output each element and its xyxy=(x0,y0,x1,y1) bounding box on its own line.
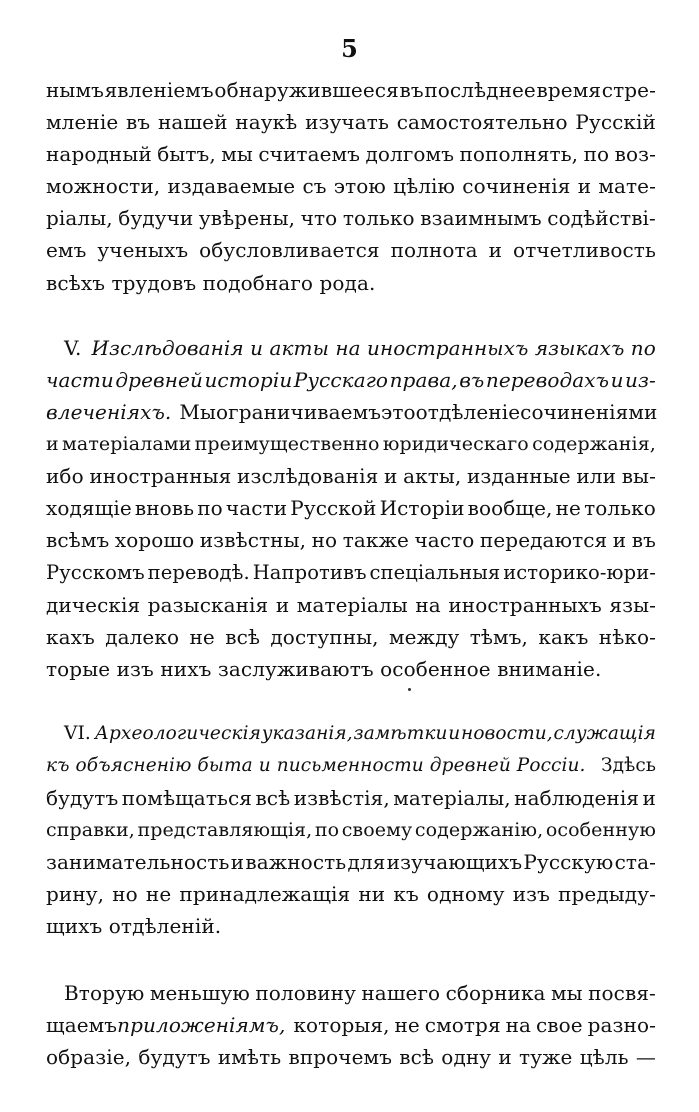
word: мате- xyxy=(598,174,656,198)
word: части xyxy=(225,496,288,520)
text-line xyxy=(46,432,656,456)
word: всѣ xyxy=(225,625,261,649)
word: и xyxy=(250,336,264,360)
word: по xyxy=(630,336,656,360)
text-line xyxy=(46,818,656,842)
text-line xyxy=(46,561,656,585)
word: емъ xyxy=(46,238,87,262)
word: из- xyxy=(625,368,656,392)
word: Русской xyxy=(290,496,377,520)
word: Вторую xyxy=(64,981,145,1005)
word: пополнять, xyxy=(459,142,579,166)
word: всѣмъ xyxy=(46,528,110,552)
word: переводѣ. xyxy=(147,561,250,584)
word: не xyxy=(555,496,581,520)
word: на xyxy=(505,1013,532,1037)
word: всѣ xyxy=(399,1045,435,1069)
text-line xyxy=(64,981,656,1005)
word: стре- xyxy=(601,78,656,102)
word: и xyxy=(488,238,503,262)
word: сочиненія xyxy=(462,174,571,198)
word: представляющія, xyxy=(137,819,313,841)
word: будутъ xyxy=(46,786,119,810)
word: передаются xyxy=(479,528,608,552)
word: изслѣдованія xyxy=(237,464,379,488)
text-span xyxy=(293,1013,656,1037)
word: издаваемые xyxy=(167,174,296,198)
word: для xyxy=(347,850,386,874)
word: разысканія xyxy=(147,593,269,617)
word: этою xyxy=(333,174,386,198)
word: имѣть xyxy=(217,1045,282,1069)
word: долгомъ xyxy=(365,142,455,166)
word: Русскаго xyxy=(293,368,389,392)
word: въ xyxy=(631,528,656,552)
word: Археологическія xyxy=(94,723,261,744)
word: цѣль xyxy=(579,1045,629,1069)
word: и xyxy=(642,786,656,810)
word: туже xyxy=(519,1045,573,1069)
word: ограничиваемъ xyxy=(215,400,382,424)
text-line xyxy=(46,206,656,230)
text-line xyxy=(46,850,656,874)
word: всѣ xyxy=(255,786,291,810)
word: также xyxy=(342,528,409,552)
word: свое xyxy=(535,1013,583,1037)
word: въ xyxy=(126,110,151,134)
word: разно- xyxy=(587,1013,656,1037)
word: исторіи xyxy=(204,368,293,392)
word: самостоятельно xyxy=(396,110,568,134)
word: цѣлію xyxy=(393,174,456,198)
text-line xyxy=(46,1013,656,1037)
word: вы- xyxy=(621,464,656,488)
word: и xyxy=(230,850,245,874)
word: и xyxy=(498,1045,512,1069)
word: язы- xyxy=(609,593,656,617)
word: обусловливается xyxy=(199,238,380,262)
word: мы xyxy=(551,981,583,1005)
word: предыду- xyxy=(558,882,656,906)
word: по xyxy=(314,819,340,841)
text-line xyxy=(46,174,656,198)
word: взаимнымъ xyxy=(420,206,542,230)
section-title-text xyxy=(92,336,656,360)
word: мы xyxy=(221,142,253,166)
word: не xyxy=(189,625,215,649)
word: смотря xyxy=(424,1013,501,1037)
word: и xyxy=(275,593,290,617)
word: народный xyxy=(46,142,152,166)
section-title-text xyxy=(95,722,656,746)
word: занимательность xyxy=(46,850,230,874)
word: замѣтки xyxy=(353,723,448,744)
word: что xyxy=(300,206,338,230)
section-title-line xyxy=(46,368,656,392)
word: изучать xyxy=(305,110,389,134)
word: наукѣ xyxy=(235,110,298,134)
word: доступны, xyxy=(270,625,379,649)
word: особенную xyxy=(545,819,656,841)
word: и xyxy=(46,433,59,455)
word: Исторіи xyxy=(379,496,465,520)
word: не xyxy=(394,1013,420,1037)
text-span: щаемъ xyxy=(46,1013,118,1037)
text-line: торые изъ нихъ заслуживаютъ особенное вниманіе. xyxy=(46,657,602,681)
word: половину xyxy=(255,981,356,1005)
word: воз- xyxy=(614,142,656,166)
word: бытъ, xyxy=(157,142,216,166)
word: изданные xyxy=(467,464,571,488)
word: будучи xyxy=(118,206,194,230)
word: матеріалы, xyxy=(393,786,511,810)
text-line xyxy=(46,786,656,810)
word: содѣйстві- xyxy=(547,206,656,230)
section-title-end: къ объясненію быта и письменности древней Россіи. xyxy=(46,755,586,776)
word: древней xyxy=(115,368,203,392)
word: полнота xyxy=(390,238,478,262)
text-line xyxy=(46,238,656,262)
word: — xyxy=(635,1045,656,1069)
word: помѣщаться xyxy=(121,786,252,810)
word: Русскомъ xyxy=(46,561,145,584)
word: ходящіе xyxy=(46,496,132,520)
word: языкахъ xyxy=(534,336,625,360)
section-title-end: влеченіяхъ. xyxy=(46,400,172,424)
text-line xyxy=(46,754,656,778)
section-vi-heading-line xyxy=(64,722,656,746)
word: указанія, xyxy=(261,723,353,744)
word: часто xyxy=(414,528,475,552)
text-line xyxy=(46,882,656,906)
word: вновь xyxy=(134,496,195,520)
word: посвя- xyxy=(588,981,656,1005)
text-line xyxy=(46,528,656,552)
word: своему xyxy=(341,819,413,841)
word: спеціальныя xyxy=(369,561,501,584)
word: Русскую xyxy=(523,850,614,874)
word: изъ xyxy=(512,882,550,906)
word: рину, xyxy=(46,882,105,906)
word: части xyxy=(46,368,114,392)
word: но xyxy=(112,882,138,906)
word: и xyxy=(610,368,624,392)
word: ста- xyxy=(614,850,656,874)
word: отчетливость xyxy=(513,238,656,262)
word: нымъ xyxy=(46,78,104,102)
word: между xyxy=(388,625,460,649)
word: какъ xyxy=(538,625,589,649)
word: не xyxy=(145,882,172,906)
word: ученыхъ xyxy=(97,238,189,262)
word: тѣмъ, xyxy=(469,625,528,649)
section-numeral: VI. xyxy=(64,723,91,744)
word: дическія xyxy=(46,593,141,617)
word: Напротивъ xyxy=(252,561,367,584)
word: ибо xyxy=(46,464,84,488)
word: иностранныя xyxy=(89,464,232,488)
word: Русскій xyxy=(575,110,656,134)
word: далеко xyxy=(105,625,180,649)
word: въ xyxy=(459,368,485,392)
word: по xyxy=(583,142,610,166)
text-line xyxy=(46,593,656,617)
word: юридическаго xyxy=(382,433,529,455)
word: акты, xyxy=(403,464,462,488)
word: одну xyxy=(441,1045,492,1069)
text-line: щихъ отдѣленій. xyxy=(46,914,222,938)
word: одному xyxy=(426,882,505,906)
ink-speck xyxy=(408,688,411,691)
text-line: всѣхъ трудовъ подобнаго рода. xyxy=(46,271,376,295)
text-line xyxy=(46,464,656,488)
word: изучающихъ xyxy=(386,850,523,874)
word: увѣрены, xyxy=(198,206,296,230)
word: переводахъ xyxy=(485,368,610,392)
word: на xyxy=(415,593,441,617)
word: новости, xyxy=(461,723,553,744)
italic-term: приложеніямъ, xyxy=(117,1013,286,1037)
word: послѣднее xyxy=(424,78,536,102)
word: образіе, xyxy=(46,1045,132,1069)
text-span: Здѣсь xyxy=(600,755,656,776)
word: ни xyxy=(358,882,386,906)
word: и xyxy=(383,464,398,488)
word: иностранныхъ xyxy=(367,336,529,360)
word: Изслѣдованія xyxy=(91,336,244,360)
word: справки, xyxy=(46,819,135,841)
word: по xyxy=(197,496,223,520)
text-line xyxy=(46,496,656,520)
word: въ xyxy=(399,78,424,102)
word: принадлежащія xyxy=(179,882,351,906)
word: историко-юри- xyxy=(503,561,656,584)
word: на xyxy=(335,336,361,360)
word: кахъ xyxy=(46,625,95,649)
text-line xyxy=(46,1045,656,1069)
word: матеріалами xyxy=(62,433,192,455)
word: наблюденія xyxy=(514,786,640,810)
word: ріалы, xyxy=(46,206,113,230)
word: иностранныхъ xyxy=(448,593,602,617)
word: можности, xyxy=(46,174,161,198)
section-v-heading-line xyxy=(64,336,656,360)
page-number: 5 xyxy=(341,34,358,63)
word: меньшую xyxy=(149,981,250,1005)
word: которыя, xyxy=(293,1013,390,1037)
word: или xyxy=(576,464,617,488)
word: служащія xyxy=(553,723,656,744)
word: отдѣленіе xyxy=(415,400,521,424)
word: сборника xyxy=(445,981,546,1005)
word: и xyxy=(577,174,592,198)
section-numeral: V. xyxy=(64,336,82,360)
word: будутъ xyxy=(138,1045,211,1069)
word: нѣко- xyxy=(598,625,656,649)
word: нашего xyxy=(361,981,441,1005)
word: но xyxy=(311,528,338,552)
word: время xyxy=(536,78,602,102)
word: содержанію, xyxy=(414,819,544,841)
word: и xyxy=(612,528,627,552)
word: мленіе xyxy=(46,110,119,134)
word: Мы xyxy=(179,400,216,424)
word: обнаружившееся xyxy=(214,78,399,102)
word: это xyxy=(381,400,416,424)
word: важность xyxy=(245,850,347,874)
word: впрочемъ xyxy=(288,1045,393,1069)
text-line xyxy=(46,625,656,649)
word: права, xyxy=(389,368,458,392)
word: преимущественно xyxy=(194,433,380,455)
word: вообще, xyxy=(467,496,553,520)
word: съ xyxy=(302,174,327,198)
word: матеріалы xyxy=(296,593,408,617)
word: къ xyxy=(393,882,419,906)
text-span xyxy=(179,400,657,424)
word: явленіемъ xyxy=(104,78,214,102)
word: сочиненіями xyxy=(520,400,658,424)
text-line xyxy=(46,400,656,424)
word: хорошо xyxy=(114,528,195,552)
text-line xyxy=(46,78,656,102)
word: и xyxy=(448,723,461,744)
word: только xyxy=(584,496,656,520)
word: только xyxy=(342,206,415,230)
word: считаемъ xyxy=(258,142,361,166)
word: акты xyxy=(269,336,329,360)
word: нашей xyxy=(157,110,228,134)
word: содержанія, xyxy=(532,433,656,455)
word: извѣстны, xyxy=(199,528,307,552)
text-line xyxy=(46,142,656,166)
word: извѣстія, xyxy=(293,786,390,810)
text-line xyxy=(46,110,656,134)
